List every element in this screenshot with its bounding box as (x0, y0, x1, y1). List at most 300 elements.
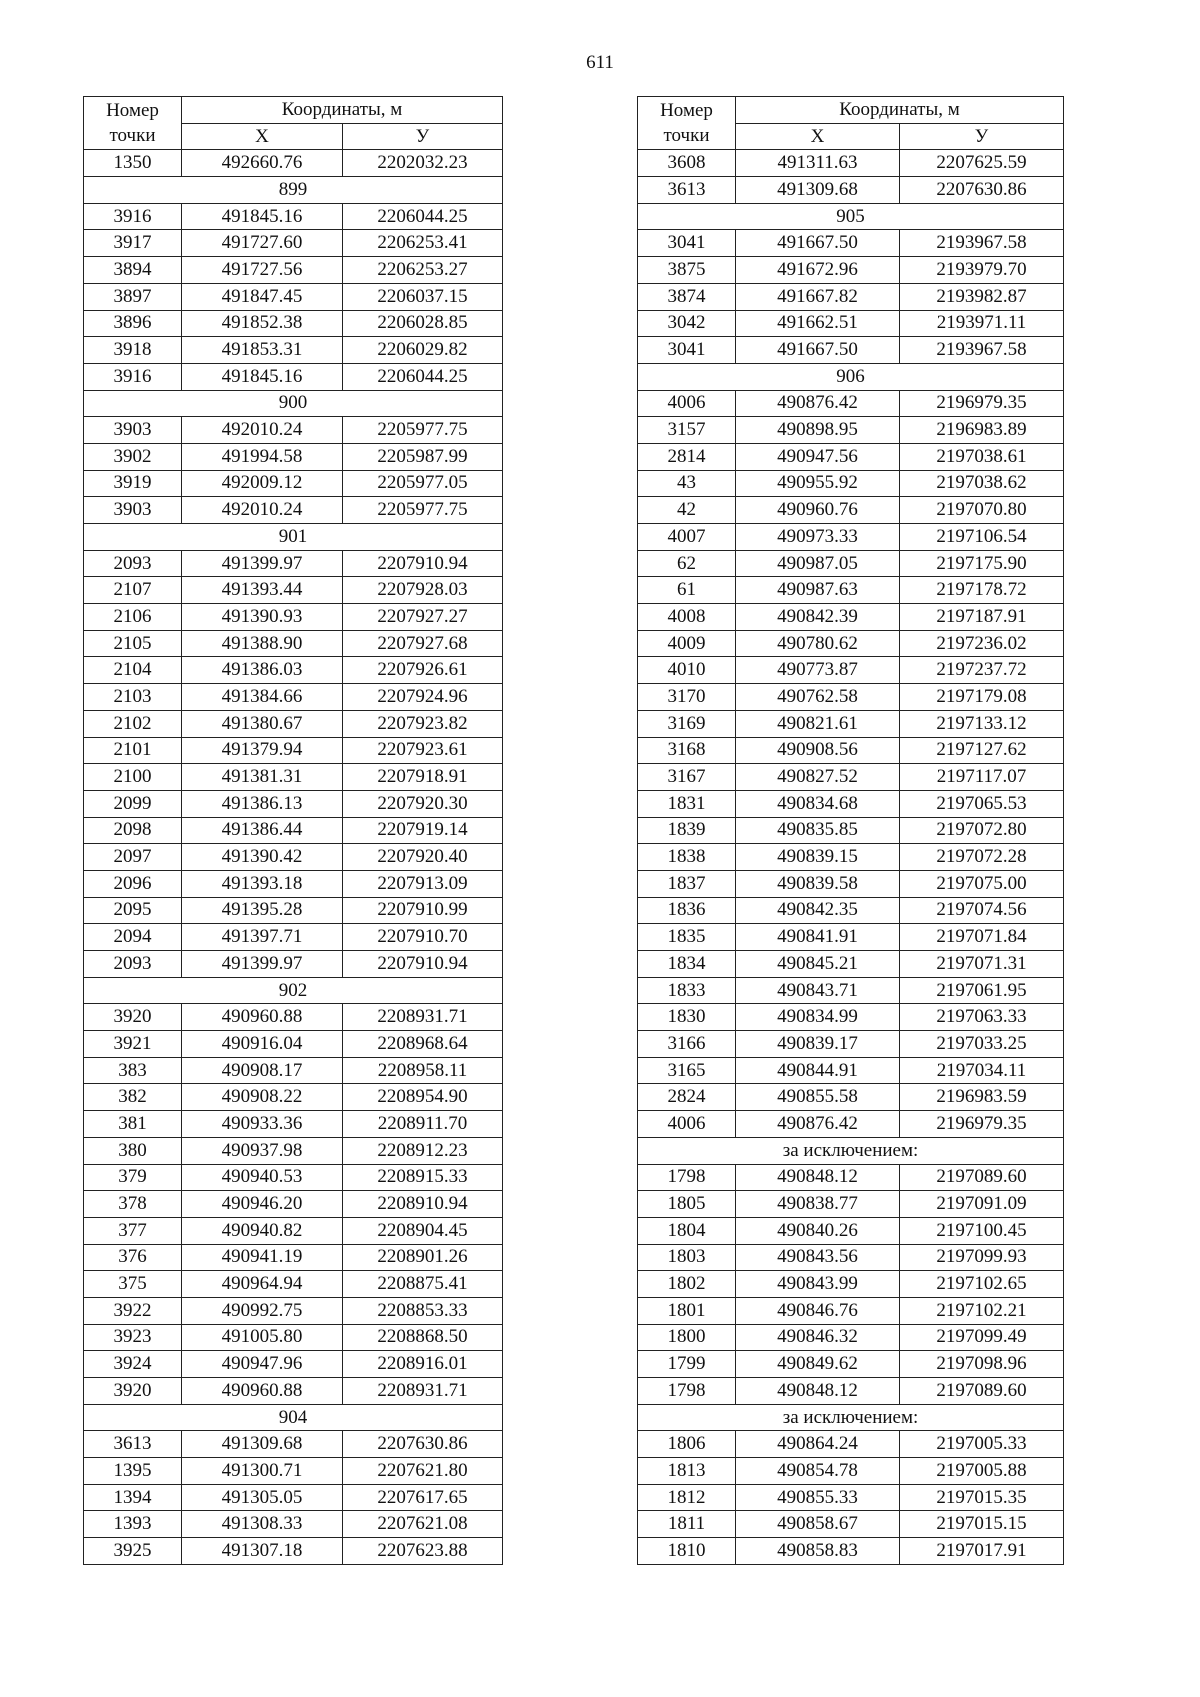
y-coordinate-cell: 2197099.49 (900, 1324, 1064, 1351)
table-row (84, 1031, 503, 1058)
y-coordinate-cell: 2197236.02 (900, 630, 1064, 657)
y-coordinate-cell: 2197038.62 (900, 470, 1064, 497)
x-coordinate-cell: 491393.18 (182, 870, 343, 897)
table-row (84, 1057, 503, 1084)
table-row (638, 150, 1064, 177)
table-row (638, 177, 1064, 204)
point-number-cell: 377 (84, 1217, 182, 1244)
x-coordinate-cell: 490876.42 (736, 390, 900, 417)
x-coordinate-cell: 490843.99 (736, 1271, 900, 1298)
x-coordinate-cell: 491845.16 (182, 363, 343, 390)
point-number-cell: 3874 (638, 283, 736, 310)
y-coordinate-cell: 2207623.88 (343, 1538, 503, 1565)
table-row (84, 924, 503, 951)
y-coordinate-cell: 2207630.86 (900, 177, 1064, 204)
table-row (638, 844, 1064, 871)
y-coordinate-cell: 2197179.08 (900, 684, 1064, 711)
point-number-cell: 3896 (84, 310, 182, 337)
y-coordinate-cell: 2193971.11 (900, 310, 1064, 337)
point-number-cell: 1805 (638, 1191, 736, 1218)
group-header-row (84, 1404, 503, 1431)
y-coordinate-cell: 2207910.94 (343, 550, 503, 577)
x-coordinate-cell: 491667.50 (736, 230, 900, 257)
table-row (84, 1351, 503, 1378)
point-number-cell: 2814 (638, 443, 736, 470)
y-coordinate-cell: 2207926.61 (343, 657, 503, 684)
table-row (84, 577, 503, 604)
table-row (638, 1538, 1064, 1565)
coordinates-table-left (83, 96, 503, 1565)
x-coordinate-cell: 491309.68 (182, 1431, 343, 1458)
point-number-cell: 3157 (638, 417, 736, 444)
x-coordinate-cell: 490940.82 (182, 1217, 343, 1244)
y-coordinate-cell: 2207621.08 (343, 1511, 503, 1538)
y-coordinate-cell: 2197099.93 (900, 1244, 1064, 1271)
x-coordinate-cell: 491847.45 (182, 283, 343, 310)
x-coordinate-cell: 490864.24 (736, 1431, 900, 1458)
table-row (638, 417, 1064, 444)
point-number-header (638, 97, 736, 150)
table-row (84, 710, 503, 737)
point-number-cell: 2094 (84, 924, 182, 951)
x-coordinate-cell: 491311.63 (736, 150, 900, 177)
y-column-header: У (900, 123, 1064, 150)
table-row (84, 1111, 503, 1138)
x-coordinate-cell: 490773.87 (736, 657, 900, 684)
group-header-row (84, 977, 503, 1004)
point-number-cell: 4010 (638, 657, 736, 684)
point-number-cell: 381 (84, 1111, 182, 1138)
y-coordinate-cell: 2207927.68 (343, 630, 503, 657)
y-coordinate-cell: 2207918.91 (343, 764, 503, 791)
point-number-cell: 4006 (638, 390, 736, 417)
y-coordinate-cell: 2197127.62 (900, 737, 1064, 764)
point-number-header-line1: Номер (106, 100, 159, 122)
x-coordinate-cell: 490845.21 (736, 951, 900, 978)
table-row (84, 230, 503, 257)
point-number-cell: 3167 (638, 764, 736, 791)
x-coordinate-cell: 491994.58 (182, 443, 343, 470)
point-number-cell: 2093 (84, 550, 182, 577)
point-number-cell: 2097 (84, 844, 182, 871)
group-header-row (638, 363, 1064, 390)
point-number-cell: 3916 (84, 203, 182, 230)
table-row (638, 817, 1064, 844)
point-number-cell: 380 (84, 1137, 182, 1164)
table-row (638, 1191, 1064, 1218)
table-row (638, 577, 1064, 604)
x-coordinate-cell: 490973.33 (736, 524, 900, 551)
x-coordinate-cell: 491395.28 (182, 897, 343, 924)
y-coordinate-cell: 2197074.56 (900, 897, 1064, 924)
table-row (638, 1351, 1064, 1378)
x-coordinate-cell: 490827.52 (736, 764, 900, 791)
point-number-cell: 3923 (84, 1324, 182, 1351)
point-number-cell: 1803 (638, 1244, 736, 1271)
x-coordinate-cell: 490960.88 (182, 1378, 343, 1405)
table-row (638, 1084, 1064, 1111)
point-number-cell: 379 (84, 1164, 182, 1191)
y-coordinate-cell: 2206037.15 (343, 283, 503, 310)
point-number-cell: 4006 (638, 1111, 736, 1138)
point-number-cell: 3165 (638, 1057, 736, 1084)
table-row (638, 1431, 1064, 1458)
point-number-cell: 2095 (84, 897, 182, 924)
table-row (638, 1484, 1064, 1511)
y-coordinate-cell: 2197005.33 (900, 1431, 1064, 1458)
x-coordinate-cell: 491662.51 (736, 310, 900, 337)
y-coordinate-cell: 2208968.64 (343, 1031, 503, 1058)
y-coordinate-cell: 2197237.72 (900, 657, 1064, 684)
table-row (84, 1378, 503, 1405)
x-coordinate-cell: 491388.90 (182, 630, 343, 657)
point-number-cell: 3169 (638, 710, 736, 737)
y-coordinate-cell: 2208904.45 (343, 1217, 503, 1244)
table-row (638, 870, 1064, 897)
y-coordinate-cell: 2197015.15 (900, 1511, 1064, 1538)
table-row (84, 443, 503, 470)
table-row (84, 550, 503, 577)
point-number-cell: 1395 (84, 1458, 182, 1485)
point-number-header (84, 97, 182, 150)
y-coordinate-cell: 2207924.96 (343, 684, 503, 711)
point-number-cell: 3041 (638, 337, 736, 364)
table-row (638, 337, 1064, 364)
point-number-cell: 2102 (84, 710, 182, 737)
x-coordinate-cell: 491727.56 (182, 257, 343, 284)
point-number-cell: 1813 (638, 1458, 736, 1485)
group-header-row (638, 1404, 1064, 1431)
y-coordinate-cell: 2197178.72 (900, 577, 1064, 604)
point-number-cell: 1812 (638, 1484, 736, 1511)
point-number-cell: 3924 (84, 1351, 182, 1378)
point-number-cell: 382 (84, 1084, 182, 1111)
x-coordinate-cell: 492660.76 (182, 150, 343, 177)
x-coordinate-cell: 490841.91 (736, 924, 900, 951)
point-number-cell: 1394 (84, 1484, 182, 1511)
group-header-row (638, 203, 1064, 230)
y-coordinate-cell: 2208875.41 (343, 1271, 503, 1298)
group-label: 905 (638, 203, 1064, 230)
y-coordinate-cell: 2197102.65 (900, 1271, 1064, 1298)
point-number-cell: 2098 (84, 817, 182, 844)
y-coordinate-cell: 2197061.95 (900, 977, 1064, 1004)
x-coordinate-cell: 490908.17 (182, 1057, 343, 1084)
point-number-cell: 1839 (638, 817, 736, 844)
x-coordinate-cell: 491005.80 (182, 1324, 343, 1351)
x-coordinate-cell: 491853.31 (182, 337, 343, 364)
y-coordinate-cell: 2197015.35 (900, 1484, 1064, 1511)
table-row (638, 1324, 1064, 1351)
x-coordinate-cell: 490858.83 (736, 1538, 900, 1565)
x-coordinate-cell: 491386.44 (182, 817, 343, 844)
point-number-cell: 3042 (638, 310, 736, 337)
table-row (84, 1271, 503, 1298)
x-coordinate-cell: 491845.16 (182, 203, 343, 230)
y-coordinate-cell: 2197034.11 (900, 1057, 1064, 1084)
point-number-cell: 3894 (84, 257, 182, 284)
point-number-cell: 43 (638, 470, 736, 497)
x-coordinate-cell: 491852.38 (182, 310, 343, 337)
x-coordinate-cell: 490835.85 (736, 817, 900, 844)
y-coordinate-cell: 2196983.59 (900, 1084, 1064, 1111)
coordinates-header: Координаты, м (182, 97, 503, 124)
table-row (84, 283, 503, 310)
y-coordinate-cell: 2207913.09 (343, 870, 503, 897)
y-coordinate-cell: 2197089.60 (900, 1164, 1064, 1191)
x-coordinate-cell: 490908.56 (736, 737, 900, 764)
point-number-cell: 4009 (638, 630, 736, 657)
table-row (638, 1511, 1064, 1538)
point-number-cell: 2101 (84, 737, 182, 764)
group-label: 899 (84, 177, 503, 204)
x-coordinate-cell: 490947.96 (182, 1351, 343, 1378)
y-coordinate-cell: 2205977.75 (343, 497, 503, 524)
point-number-cell: 3925 (84, 1538, 182, 1565)
x-coordinate-cell: 491727.60 (182, 230, 343, 257)
x-coordinate-cell: 490908.22 (182, 1084, 343, 1111)
table-row (84, 1137, 503, 1164)
y-coordinate-cell: 2205987.99 (343, 443, 503, 470)
x-coordinate-cell: 490842.39 (736, 604, 900, 631)
table-row (84, 951, 503, 978)
point-number-cell: 2093 (84, 951, 182, 978)
table-row (638, 1458, 1064, 1485)
y-coordinate-cell: 2208915.33 (343, 1164, 503, 1191)
table-row (84, 310, 503, 337)
table-row (84, 657, 503, 684)
x-column-header: X (736, 123, 900, 150)
table-row (638, 230, 1064, 257)
x-coordinate-cell: 491305.05 (182, 1484, 343, 1511)
y-coordinate-cell: 2208901.26 (343, 1244, 503, 1271)
point-number-header-line2: точки (663, 125, 710, 147)
x-coordinate-cell: 491386.13 (182, 790, 343, 817)
table-row (638, 977, 1064, 1004)
table-row (84, 150, 503, 177)
point-number-cell: 1804 (638, 1217, 736, 1244)
point-number-cell: 1810 (638, 1538, 736, 1565)
x-coordinate-cell: 491379.94 (182, 737, 343, 764)
x-coordinate-cell: 491381.31 (182, 764, 343, 791)
point-number-cell: 3166 (638, 1031, 736, 1058)
table-row (638, 390, 1064, 417)
y-coordinate-cell: 2197175.90 (900, 550, 1064, 577)
point-number-cell: 2096 (84, 870, 182, 897)
y-coordinate-cell: 2207625.59 (900, 150, 1064, 177)
table-row (638, 604, 1064, 631)
table-row (638, 897, 1064, 924)
x-coordinate-cell: 491380.67 (182, 710, 343, 737)
group-label: 906 (638, 363, 1064, 390)
y-coordinate-cell: 2207920.30 (343, 790, 503, 817)
x-coordinate-cell: 490840.26 (736, 1217, 900, 1244)
point-number-cell: 2100 (84, 764, 182, 791)
y-coordinate-cell: 2206044.25 (343, 363, 503, 390)
x-coordinate-cell: 490834.99 (736, 1004, 900, 1031)
point-number-cell: 1834 (638, 951, 736, 978)
y-coordinate-cell: 2207910.70 (343, 924, 503, 951)
x-coordinate-cell: 491393.44 (182, 577, 343, 604)
point-number-cell: 3875 (638, 257, 736, 284)
point-number-cell: 2106 (84, 604, 182, 631)
table-row (84, 764, 503, 791)
y-coordinate-cell: 2197072.28 (900, 844, 1064, 871)
table-row (638, 630, 1064, 657)
point-number-cell: 376 (84, 1244, 182, 1271)
table-row (638, 1164, 1064, 1191)
table-row (84, 1511, 503, 1538)
table-row (638, 310, 1064, 337)
x-coordinate-cell: 490916.04 (182, 1031, 343, 1058)
x-coordinate-cell: 491667.82 (736, 283, 900, 310)
y-coordinate-cell: 2208868.50 (343, 1324, 503, 1351)
coordinates-header: Координаты, м (736, 97, 1064, 124)
table-row (84, 897, 503, 924)
x-coordinate-cell: 490842.35 (736, 897, 900, 924)
y-coordinate-cell: 2197017.91 (900, 1538, 1064, 1565)
x-coordinate-cell: 490941.19 (182, 1244, 343, 1271)
point-number-cell: 1798 (638, 1378, 736, 1405)
y-coordinate-cell: 2207920.40 (343, 844, 503, 871)
y-coordinate-cell: 2196979.35 (900, 1111, 1064, 1138)
x-coordinate-cell: 490839.17 (736, 1031, 900, 1058)
y-coordinate-cell: 2207919.14 (343, 817, 503, 844)
x-coordinate-cell: 490843.56 (736, 1244, 900, 1271)
y-coordinate-cell: 2206253.27 (343, 257, 503, 284)
y-coordinate-cell: 2197070.80 (900, 497, 1064, 524)
x-coordinate-cell: 490933.36 (182, 1111, 343, 1138)
x-coordinate-cell: 491667.50 (736, 337, 900, 364)
table-body-left (84, 150, 503, 1564)
x-coordinate-cell: 490987.05 (736, 550, 900, 577)
x-coordinate-cell: 490960.76 (736, 497, 900, 524)
y-coordinate-cell: 2206044.25 (343, 203, 503, 230)
x-coordinate-cell: 492010.24 (182, 417, 343, 444)
point-number-cell: 1393 (84, 1511, 182, 1538)
point-number-cell: 3920 (84, 1004, 182, 1031)
table-row (638, 710, 1064, 737)
x-coordinate-cell: 490846.32 (736, 1324, 900, 1351)
y-coordinate-cell: 2197065.53 (900, 790, 1064, 817)
table-row (638, 764, 1064, 791)
y-coordinate-cell: 2207923.82 (343, 710, 503, 737)
x-coordinate-cell: 490846.76 (736, 1297, 900, 1324)
x-coordinate-cell: 490838.77 (736, 1191, 900, 1218)
point-number-cell: 3608 (638, 150, 736, 177)
group-label: 904 (84, 1404, 503, 1431)
point-number-cell: 3613 (638, 177, 736, 204)
x-coordinate-cell: 490821.61 (736, 710, 900, 737)
y-coordinate-cell: 2207617.65 (343, 1484, 503, 1511)
group-label: за исключением: (638, 1137, 1064, 1164)
point-number-cell: 3041 (638, 230, 736, 257)
table-row (84, 337, 503, 364)
point-number-cell: 1838 (638, 844, 736, 871)
x-coordinate-cell: 492010.24 (182, 497, 343, 524)
point-number-cell: 1811 (638, 1511, 736, 1538)
x-coordinate-cell: 490858.67 (736, 1511, 900, 1538)
y-coordinate-cell: 2207928.03 (343, 577, 503, 604)
x-coordinate-cell: 491307.18 (182, 1538, 343, 1565)
table-row (84, 1217, 503, 1244)
point-number-cell: 3916 (84, 363, 182, 390)
x-coordinate-cell: 491386.03 (182, 657, 343, 684)
y-coordinate-cell: 2208931.71 (343, 1378, 503, 1405)
y-coordinate-cell: 2197089.60 (900, 1378, 1064, 1405)
table-row (638, 550, 1064, 577)
y-coordinate-cell: 2206029.82 (343, 337, 503, 364)
x-coordinate-cell: 490955.92 (736, 470, 900, 497)
y-coordinate-cell: 2207923.61 (343, 737, 503, 764)
table-row (84, 1244, 503, 1271)
coordinates-table-right (637, 96, 1064, 1565)
group-label: 902 (84, 977, 503, 1004)
y-coordinate-cell: 2197187.91 (900, 604, 1064, 631)
x-coordinate-cell: 490964.94 (182, 1271, 343, 1298)
x-coordinate-cell: 490876.42 (736, 1111, 900, 1138)
table-row (638, 1031, 1064, 1058)
y-coordinate-cell: 2197098.96 (900, 1351, 1064, 1378)
point-number-cell: 62 (638, 550, 736, 577)
y-coordinate-cell: 2207927.27 (343, 604, 503, 631)
table-row (638, 497, 1064, 524)
table-row (638, 657, 1064, 684)
y-coordinate-cell: 2197033.25 (900, 1031, 1064, 1058)
y-coordinate-cell: 2197091.09 (900, 1191, 1064, 1218)
table-row (84, 1164, 503, 1191)
x-coordinate-cell: 490780.62 (736, 630, 900, 657)
x-coordinate-cell: 490960.88 (182, 1004, 343, 1031)
y-coordinate-cell: 2193982.87 (900, 283, 1064, 310)
table-row (84, 870, 503, 897)
table-row (84, 1431, 503, 1458)
group-header-row (84, 390, 503, 417)
table-row (638, 1297, 1064, 1324)
table-row (84, 497, 503, 524)
x-coordinate-cell: 490839.58 (736, 870, 900, 897)
x-coordinate-cell: 490947.56 (736, 443, 900, 470)
table-row (84, 1084, 503, 1111)
y-coordinate-cell: 2206253.41 (343, 230, 503, 257)
x-coordinate-cell: 491300.71 (182, 1458, 343, 1485)
point-number-cell: 1802 (638, 1271, 736, 1298)
table-row (84, 737, 503, 764)
y-coordinate-cell: 2197071.31 (900, 951, 1064, 978)
point-number-cell: 2104 (84, 657, 182, 684)
table-row (638, 1057, 1064, 1084)
point-number-cell: 1837 (638, 870, 736, 897)
y-coordinate-cell: 2193979.70 (900, 257, 1064, 284)
table-row (84, 417, 503, 444)
table-row (84, 844, 503, 871)
x-coordinate-cell: 490762.58 (736, 684, 900, 711)
x-coordinate-cell: 491672.96 (736, 257, 900, 284)
group-label: за исключением: (638, 1404, 1064, 1431)
point-number-cell: 3897 (84, 283, 182, 310)
y-coordinate-cell: 2196979.35 (900, 390, 1064, 417)
table-row (638, 1004, 1064, 1031)
table-row (84, 817, 503, 844)
point-number-cell: 1798 (638, 1164, 736, 1191)
point-number-cell: 3919 (84, 470, 182, 497)
x-coordinate-cell: 491308.33 (182, 1511, 343, 1538)
table-row (638, 684, 1064, 711)
point-number-cell: 3903 (84, 497, 182, 524)
y-coordinate-cell: 2208910.94 (343, 1191, 503, 1218)
x-coordinate-cell: 490855.33 (736, 1484, 900, 1511)
table-row (638, 443, 1064, 470)
